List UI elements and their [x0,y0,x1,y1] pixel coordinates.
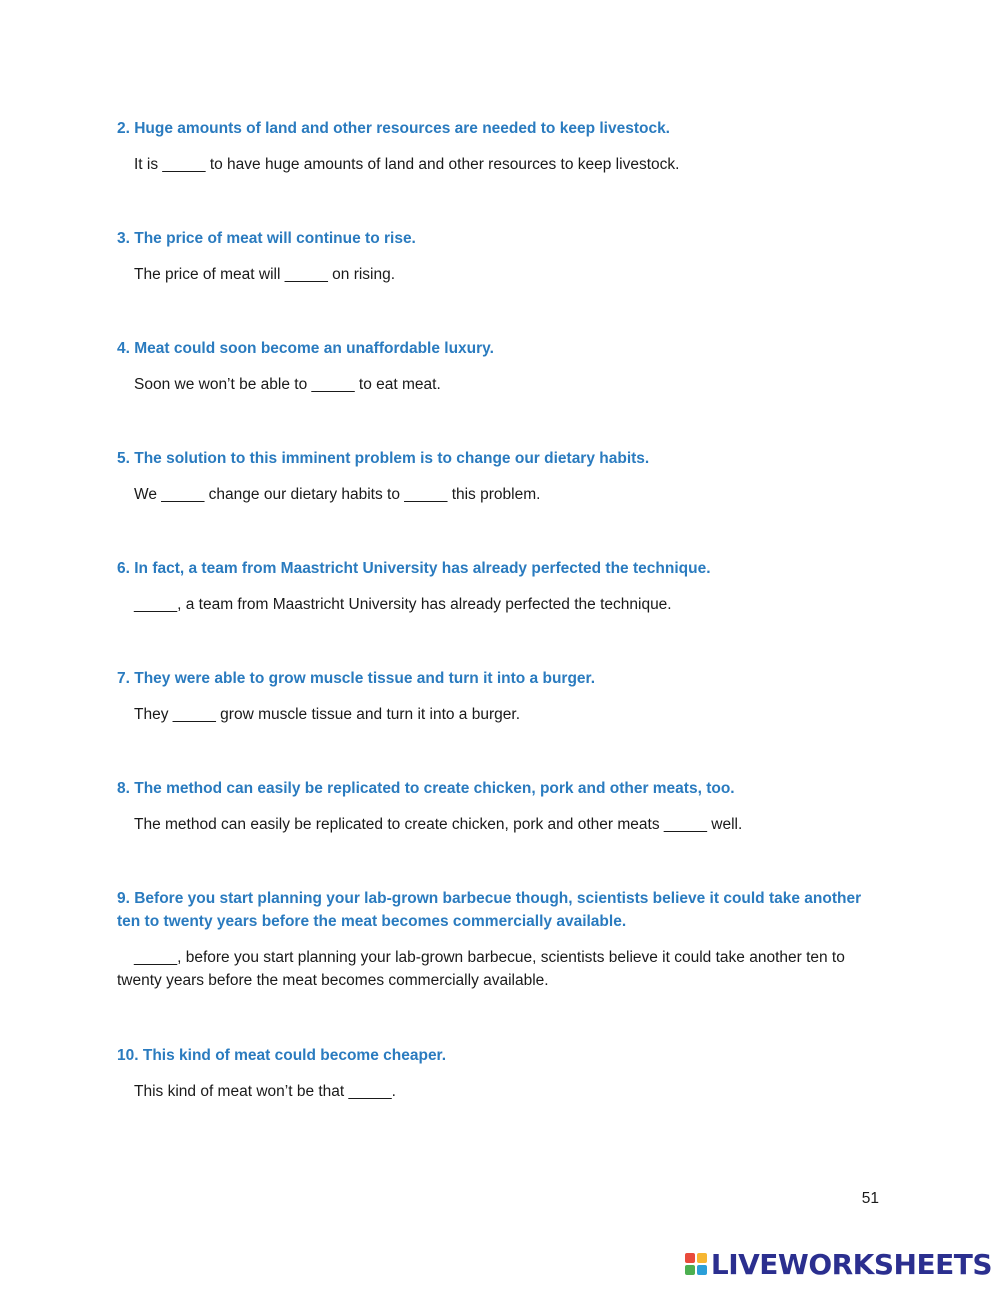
question-4 [117,337,887,396]
question-prompt: 2. Huge amounts of land and other resources are needed to keep livestock. [117,120,670,137]
question-2 [117,117,887,176]
liveworksheets-brand[interactable] [685,1247,992,1281]
question-rewrite: We _____ change our dietary habits to _____ this problem. [134,486,541,503]
question-7 [117,667,887,726]
question-prompt: 4. Meat could soon become an unaffordable luxury. [117,340,494,357]
page-number: 51 [861,1190,879,1207]
question-8 [117,777,887,836]
question-rewrite: _____, a team from Maastricht University has already perfected the technique. [134,596,672,613]
question-rewrite: They _____ grow muscle tissue and turn it into a burger. [134,706,520,723]
question-rewrite: _____, before you start planning your lab-grown barbecue, scientists believe it could take another ten to twenty years before the meat becomes commercially available. [117,949,845,989]
liveworksheets-logo-icon [685,1253,707,1275]
question-6 [117,557,887,616]
question-prompt: 3. The price of meat will continue to rise. [117,230,416,247]
question-prompt: 6. In fact, a team from Maastricht University has already perfected the technique. [117,560,711,577]
question-3 [117,227,887,286]
question-prompt: 5. The solution to this imminent problem is to change our dietary habits. [117,450,650,467]
question-9 [117,887,887,992]
question-rewrite: The method can easily be replicated to create chicken, pork and other meats _____ well. [134,816,743,833]
question-10 [117,1044,887,1103]
question-rewrite: This kind of meat won’t be that _____. [134,1083,396,1100]
question-prompt: 9. Before you start planning your lab-grown barbecue though, scientists believe it could take another ten to twenty years before the meat becomes commercially available. [117,890,862,930]
question-rewrite: Soon we won’t be able to _____ to eat meat. [134,376,441,393]
question-rewrite: It is _____ to have huge amounts of land and other resources to keep livestock. [134,156,680,173]
brand-name: LIVEWORKSHEETS [710,1247,992,1281]
question-5 [117,447,887,506]
question-rewrite: The price of meat will _____ on rising. [134,266,396,283]
question-prompt: 10. This kind of meat could become cheaper. [117,1047,447,1064]
question-prompt: 7. They were able to grow muscle tissue and turn it into a burger. [117,670,596,687]
question-prompt: 8. The method can easily be replicated to create chicken, pork and other meats, too. [117,780,735,797]
